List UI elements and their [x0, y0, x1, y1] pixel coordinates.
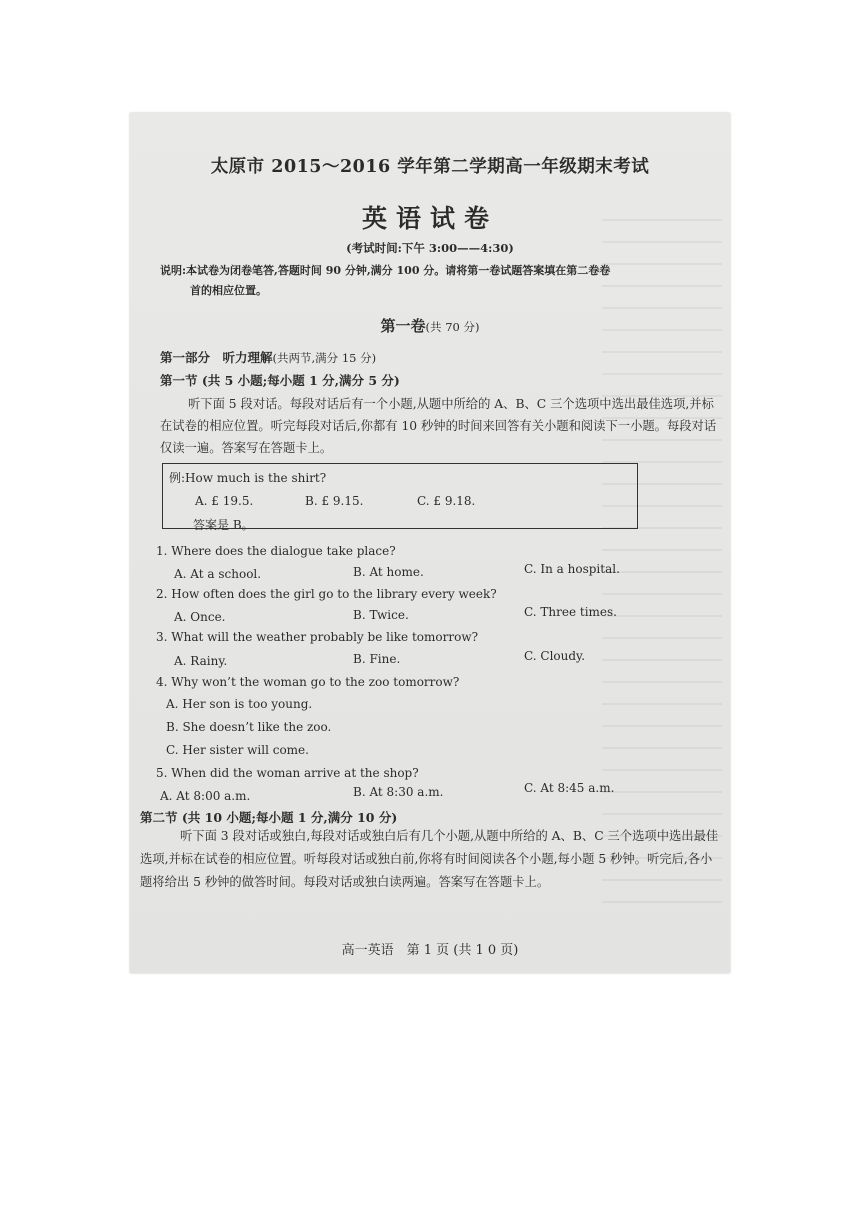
page-footer: 高一英语 第 1 页 (共 1 0 页) [341, 943, 519, 958]
question-2: 2. How often does the girl go to the library every week? [156, 587, 497, 601]
subject-title: 英语试卷 [361, 204, 498, 233]
question-3-option-c: C. Cloudy. [524, 649, 586, 663]
question-1-option-b: B. At home. [353, 565, 424, 579]
example-question: 例:How much is the shirt? [169, 471, 327, 485]
instructions-note [160, 261, 708, 301]
question-5-option-a: A. At 8:00 a.m. [160, 789, 251, 803]
question-4-option-c: C. Her sister will come. [166, 743, 309, 757]
question-5-option-c: C. At 8:45 a.m. [524, 781, 615, 795]
section1-instruction: 听下面 5 段对话。每段对话后有一个小题,从题中所给的 A、B、C 三个选项中选出最佳选项,并标在试卷的相应位置。听完每段对话后,你都有 10 秒钟的时间来回答有关小题和阅读下一小题。每段对话仅读一遍。答案写在答题卡上。 [160, 397, 717, 455]
question-3: 3. What will the weather probably be like tomorrow? [156, 630, 479, 644]
question-5: 5. When did the woman arrive at the shop? [156, 766, 419, 780]
question-2-option-c: C. Three times. [524, 605, 617, 619]
volume-heading [130, 315, 730, 336]
question-3-option-b: B. Fine. [353, 652, 401, 666]
section2-heading: 第二节 (共 10 小题;每小题 1 分,满分 10 分) [140, 810, 398, 825]
question-4-option-b: B. She doesn’t like the zoo. [166, 720, 332, 734]
question-2-option-b: B. Twice. [353, 608, 409, 622]
question-4-option-a: A. Her son is too young. [166, 697, 313, 711]
section2-instruction: 听下面 3 段对话或独白,每段对话或独白后有几个小题,从题中所给的 A、B、C 三个选项中选出最佳选项,并标在试卷的相应位置。听每段对话或独白前,你将有时间阅读各个小题,每小题 5 秒钟。听完后,各小题将给出 5 秒钟的做答时间。每段对话或独白读两遍。答案写在答题卡上。 [140, 829, 719, 889]
example-option-b: B. £ 9.15. [305, 494, 364, 508]
part-heading [160, 348, 376, 366]
question-1-option-a: A. At a school. [174, 567, 262, 581]
question-2-option-a: A. Once. [174, 610, 226, 624]
question-1-option-c: C. In a hospital. [524, 562, 620, 576]
section1-heading: 第一节 (共 5 小题;每小题 1 分,满分 5 分) [160, 373, 400, 388]
example-option-a: A. £ 19.5. [195, 494, 254, 508]
example-answer: 答案是 B。 [193, 518, 254, 532]
example-box [162, 463, 638, 532]
question-1: 1. Where does the dialogue take place? [156, 544, 396, 558]
exam-time: (考试时间:下午 3:00——4:30) [346, 241, 514, 255]
question-3-option-a: A. Rainy. [174, 654, 228, 668]
example-options [195, 494, 475, 508]
question-5-option-b: B. At 8:30 a.m. [353, 785, 444, 799]
question-4: 4. Why won’t the woman go to the zoo tomorrow? [156, 675, 460, 689]
part-detail: (共两节,满分 15 分) [272, 351, 377, 365]
exam-title: 太原市 2015～2016 学年第二学期高一年级期末考试 [210, 157, 650, 177]
note-line-2: 首的相应位置。 [190, 284, 267, 297]
part-label: 第一部分 听力理解 [160, 350, 273, 365]
example-option-c: C. £ 9.18. [417, 494, 476, 508]
exam-page [130, 113, 730, 973]
bleed-through-texture [602, 203, 722, 923]
volume-label: 第一卷 [380, 317, 426, 335]
volume-score: (共 70 分) [425, 320, 480, 334]
note-line-1: 说明:本试卷为闭卷笔答,答题时间 90 分钟,满分 100 分。请将第一卷试题答案填在第二卷卷 [160, 264, 611, 277]
